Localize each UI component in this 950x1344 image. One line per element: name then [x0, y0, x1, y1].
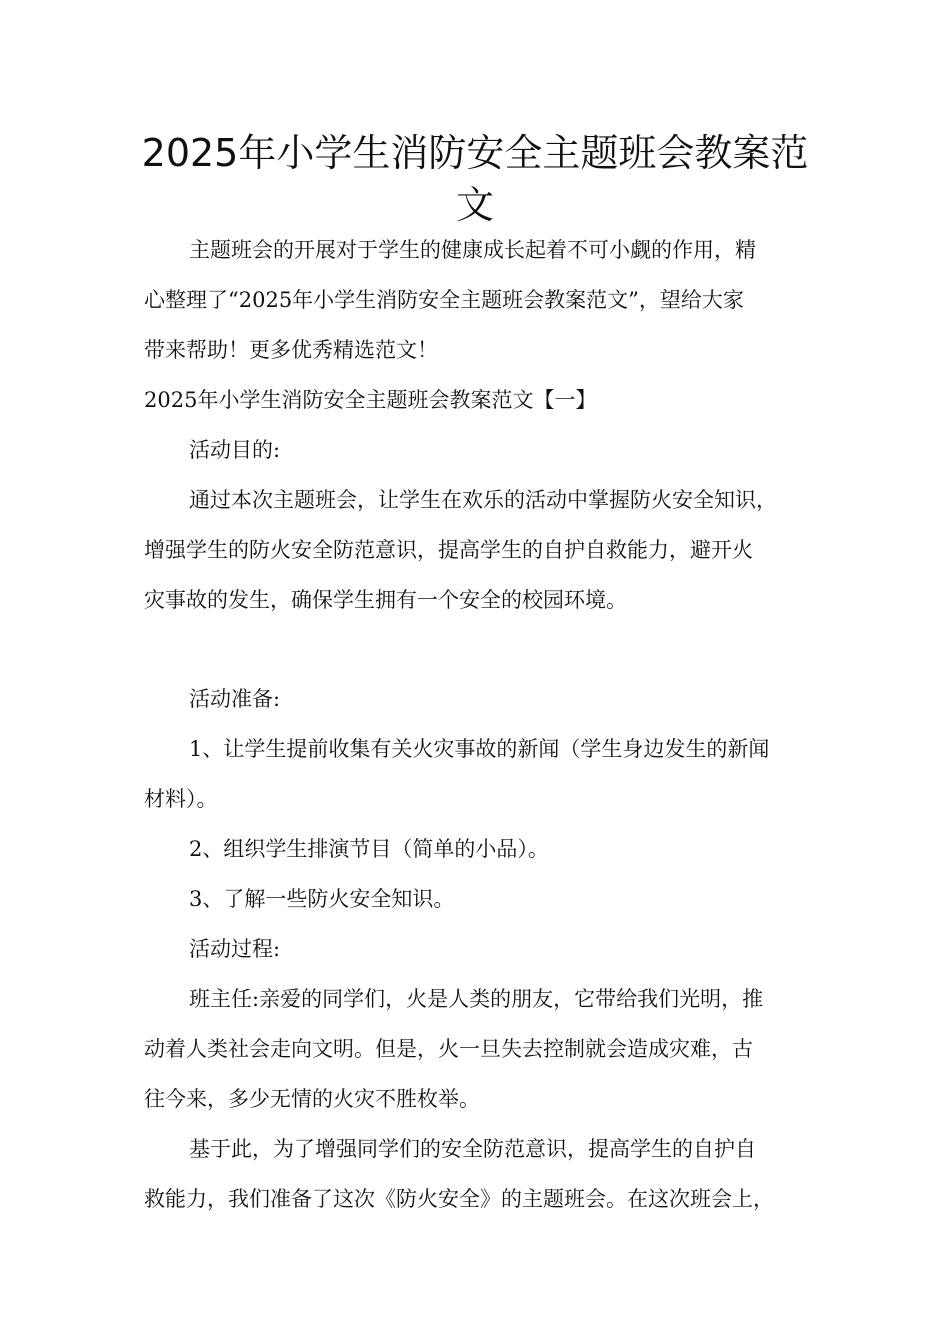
- preparation-item-2: 2、组织学生排演节目（简单的小品）。: [189, 837, 549, 861]
- preparation-item-3: 3、了解一些防火安全知识。: [189, 887, 455, 911]
- process-paragraph-1-line-1: 班主任:亲爱的同学们，火是人类的朋友，它带给我们光明，推: [189, 987, 764, 1011]
- intro-line-3: 带来帮助！更多优秀精选范文！: [144, 338, 438, 362]
- preparation-heading: 活动准备:: [189, 687, 281, 711]
- purpose-line-2: 增强学生的防火安全防范意识，提高学生的自护自救能力，避开火: [144, 538, 753, 562]
- section-heading-1: 2025年小学生消防安全主题班会教案范文【一】: [144, 388, 597, 412]
- intro-line-2: 心整理了“2025年小学生消防安全主题班会教案范文”，望给大家: [144, 288, 744, 312]
- document-title-line-2: 文: [455, 183, 494, 227]
- document-title-line-1: 2025年小学生消防安全主题班会教案范: [141, 131, 809, 175]
- intro-line-1: 主题班会的开展对于学生的健康成长起着不可小觑的作用，精: [189, 238, 756, 262]
- process-paragraph-1-line-2: 动着人类社会走向文明。但是，火一旦失去控制就会造成灾难，古: [144, 1037, 753, 1061]
- purpose-line-3: 灾事故的发生，确保学生拥有一个安全的校园环境。: [144, 588, 627, 612]
- purpose-line-1: 通过本次主题班会，让学生在欢乐的活动中掌握防火安全知识，: [189, 488, 777, 512]
- process-paragraph-2-line-2: 救能力，我们准备了这次《防火安全》的主题班会。在这次班会上，: [144, 1187, 774, 1211]
- process-paragraph-2-line-1: 基于此，为了增强同学们的安全防范意识，提高学生的自护自: [189, 1137, 756, 1161]
- process-paragraph-1-line-3: 往今来，多少无情的火灾不胜枚举。: [144, 1087, 480, 1111]
- preparation-item-1-line-1: 1、让学生提前收集有关火灾事故的新闻（学生身边发生的新闻: [189, 737, 770, 761]
- process-heading: 活动过程:: [189, 937, 281, 961]
- preparation-item-1-line-2: 材料）。: [144, 787, 218, 811]
- purpose-heading: 活动目的:: [189, 438, 281, 462]
